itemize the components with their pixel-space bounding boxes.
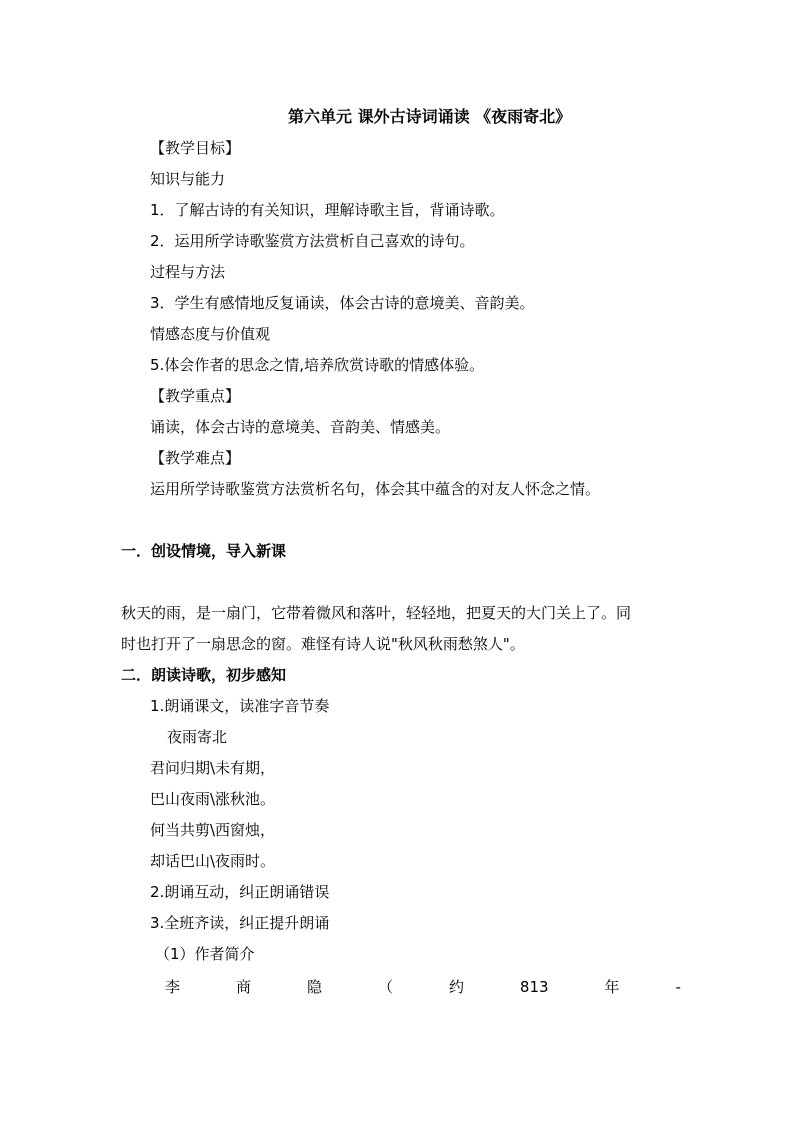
document-title: 第六单元 课外古诗词诵读 《夜雨寄北》 bbox=[288, 107, 572, 126]
author-intro-token: 隐 bbox=[306, 978, 322, 996]
author-intro-token: 李 bbox=[165, 978, 181, 996]
key-points-header: 【教学重点】 bbox=[150, 387, 241, 405]
key-points-text: 诵读，体会古诗的意境美、音韵美、情感美。 bbox=[150, 418, 451, 436]
intro-paragraph-line-1: 秋天的雨，是一扇门，它带着微风和落叶，轻轻地，把夏天的大门关上了。同 bbox=[121, 604, 632, 622]
poem-line: 巴山夜雨\涨秋池。 bbox=[150, 790, 276, 808]
intro-paragraph-line-2: 时也打开了一扇思念的窗。难怪有诗人说"秋风秋雨愁煞人"。 bbox=[121, 635, 525, 653]
step-2: 2.朗诵互动，纠正朗诵错误 bbox=[150, 883, 330, 901]
author-intro-label: （1）作者简介 bbox=[155, 945, 255, 963]
author-intro-token: 商 bbox=[235, 978, 251, 996]
poem-line: 君问归期\未有期， bbox=[150, 759, 276, 777]
poem-line: 却话巴山\夜雨时。 bbox=[150, 852, 276, 870]
goal-item-3: 3．学生有感情地反复诵读，体会古诗的意境美、音韵美。 bbox=[150, 294, 535, 312]
knowledge-ability-label: 知识与能力 bbox=[150, 170, 226, 188]
step-3: 3.全班齐读，纠正提升朗诵 bbox=[150, 914, 330, 932]
teaching-goals-header: 【教学目标】 bbox=[150, 139, 241, 157]
author-intro-token: （ bbox=[377, 978, 393, 996]
poem-line: 何当共剪\西窗烛， bbox=[150, 821, 276, 839]
difficulties-text: 运用所学诗歌鉴赏方法赏析名句，体会其中蕴含的对友人怀念之情。 bbox=[150, 480, 601, 498]
section-1-heading: 一．创设情境，导入新课 bbox=[121, 542, 287, 560]
author-intro-token: 约 bbox=[448, 978, 464, 996]
poem-title: 夜雨寄北 bbox=[167, 728, 228, 746]
emotion-values-label: 情感态度与价值观 bbox=[150, 325, 271, 343]
goal-item-2: 2．运用所学诗歌鉴赏方法赏析自己喜欢的诗句。 bbox=[150, 232, 475, 250]
process-method-label: 过程与方法 bbox=[150, 263, 226, 281]
author-intro-token: 年 bbox=[604, 978, 620, 996]
author-intro-line bbox=[165, 977, 681, 997]
goal-item-5: 5.体会作者的思念之情,培养欣赏诗歌的情感体验。 bbox=[150, 356, 485, 374]
goal-item-1: 1．了解古诗的有关知识，理解诗歌主旨，背诵诗歌。 bbox=[150, 201, 505, 219]
difficulties-header: 【教学难点】 bbox=[150, 449, 241, 467]
author-intro-token: 813 bbox=[519, 978, 549, 996]
section-2-heading: 二．朗读诗歌，初步感知 bbox=[121, 666, 287, 684]
step-1: 1.朗诵课文，读准字音节奏 bbox=[150, 697, 330, 715]
author-intro-token: - bbox=[675, 978, 681, 996]
